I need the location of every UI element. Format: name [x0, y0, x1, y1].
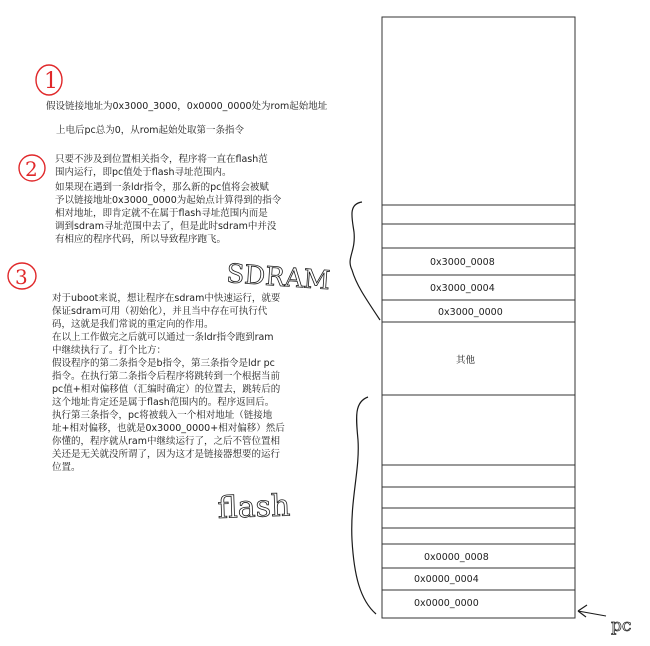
- sdram-cell-0x3000-0004: 0x3000_0004: [430, 283, 495, 294]
- step1-line-2: 上电后pc总为0，从rom起始处取第一条指令: [56, 125, 245, 136]
- marker-1-number: 1: [44, 69, 58, 94]
- marker-3-number: 3: [15, 265, 28, 289]
- sdram-brace: [350, 202, 380, 320]
- flash-cell-0x0000-0000: 0x0000_0000: [414, 598, 479, 609]
- marker-2-number: 2: [25, 157, 38, 181]
- other-region-label: 其他: [456, 355, 476, 366]
- step3-paragraph: 对于uboot来说，想让程序在sdram中快速运行，就要 保证sdram可用（初始化），并且当中存在可执行代 码，这就是我们常说的重定向的作用。 在以上工作做完之后就可以通过一条ldr指令跑到ram 中继续执行了。打个比方： 假设程序的第二条指令是b指令，第三条指令是ldr pc 指令。在执行第二条指令后程序将跳转到一个根据当前 pc值+相对偏移值（汇编时确定）的位置去，跳转后的 这个地址肯定还是属于flash范围内的。程序返回后。 执行第三条指令，pc将被载入一个相对地址（链接地 址+相对偏移，也就是0x3000_0000+相对偏移）然后 你懂的，程序就从ram中继续运行了，之后不管位置相 关还是无关就没所谓了，因为这才是链接器想要的运行 位置。: [52, 293, 285, 473]
- marker-2-circle: [19, 155, 45, 181]
- flash-cell-0x0000-0004: 0x0000_0004: [414, 574, 479, 585]
- step1-line-1: 假设链接地址为0x3000_3000，0x0000_0000处为rom起始地址: [46, 101, 328, 112]
- pc-handwritten-label: pc: [611, 616, 632, 636]
- sdram-handwritten-label: SDRAM: [225, 259, 331, 297]
- sdram-cell-0x3000-0000: 0x3000_0000: [438, 307, 503, 318]
- flash-cell-0x0000-0008: 0x0000_0008: [424, 552, 489, 563]
- marker-1-circle: [36, 65, 62, 95]
- marker-3-circle: [8, 263, 36, 289]
- pc-arrow: [578, 605, 606, 617]
- flash-handwritten-label: flash: [217, 488, 291, 526]
- sdram-cell-0x3000-0008: 0x3000_0008: [430, 257, 495, 268]
- step2-paragraph-1: 只要不涉及到位置相关指令，程序将一直在flash范 围内运行，即pc值处于flash寻址范围内。: [55, 154, 268, 178]
- step2-paragraph-2: 如果现在遇到一条ldr指令，那么新的pc值将会被赋 予以链接地址0x3000_0000为起始点计算得到的指令 相对地址，即肯定就不在属于flash寻址范围内而是 调到sdram寻址范围中去了，但是此时sdram中并没 有相应的程序代码，所以导致程序跑飞。: [55, 182, 282, 245]
- flash-brace: [352, 397, 376, 614]
